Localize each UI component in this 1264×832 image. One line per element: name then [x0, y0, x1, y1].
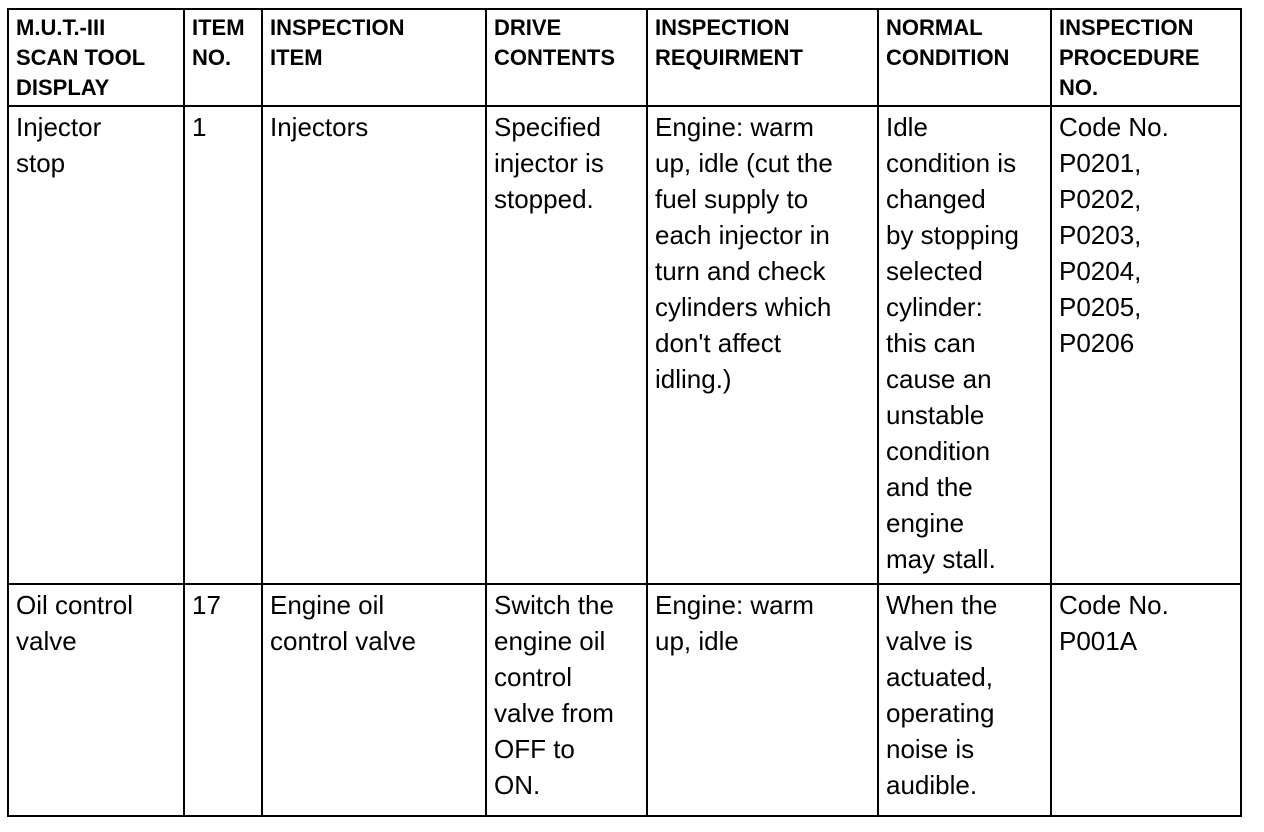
- cell-line: P0205,: [1059, 292, 1142, 322]
- cell-line: fuel supply to: [655, 184, 809, 214]
- cell-line: P0201,: [1059, 148, 1142, 178]
- header-line: INSPECTION: [1059, 15, 1194, 40]
- cell-line: by stopping: [886, 220, 1019, 250]
- cell-inspection-item: [262, 584, 486, 816]
- cell-line: idling.): [655, 364, 732, 394]
- header-line: PROCEDURE: [1059, 45, 1200, 70]
- inspection-table: [7, 8, 1242, 817]
- header-inspection-procedure-no: [1051, 9, 1241, 106]
- cell-line: up, idle: [655, 626, 739, 656]
- cell-line: condition is: [886, 148, 1017, 178]
- header-line: NO.: [1059, 75, 1099, 100]
- cell-line: up, idle (cut the: [655, 148, 833, 178]
- cell-line: stop: [16, 148, 66, 178]
- cell-line: audible.: [886, 770, 978, 800]
- header-line: M.U.T.-III: [16, 15, 106, 40]
- cell-line: Idle: [886, 112, 928, 142]
- cell-inspection-item: [262, 106, 486, 584]
- cell-line: unstable: [886, 400, 985, 430]
- cell-line: 17: [192, 590, 221, 620]
- header-line: CONTENTS: [494, 45, 615, 70]
- cell-line: operating: [886, 698, 995, 728]
- cell-line: injector is: [494, 148, 604, 178]
- cell-line: changed: [886, 184, 986, 214]
- cell-line: Code No.: [1059, 112, 1169, 142]
- cell-line: selected: [886, 256, 983, 286]
- cell-line: Switch the: [494, 590, 614, 620]
- cell-line: control valve: [270, 626, 416, 656]
- cell-normal-condition: [878, 106, 1051, 584]
- cell-scan-tool-display: [8, 584, 184, 816]
- table-row: [8, 584, 1241, 816]
- cell-line: Engine: warm: [655, 112, 814, 142]
- header-line: CONDITION: [886, 45, 1010, 70]
- cell-line: each injector in: [655, 220, 830, 250]
- cell-normal-condition: [878, 584, 1051, 816]
- cell-line: noise is: [886, 734, 975, 764]
- cell-line: control: [494, 662, 573, 692]
- cell-line: cause an: [886, 364, 992, 394]
- cell-line: and the: [886, 472, 973, 502]
- header-normal-condition: [878, 9, 1051, 106]
- cell-line: turn and check: [655, 256, 826, 286]
- cell-line: P0206: [1059, 328, 1135, 358]
- header-scan-tool-display: [8, 9, 184, 106]
- cell-line: P0202,: [1059, 184, 1142, 214]
- cell-item-no: [184, 106, 262, 584]
- header-line: ITEM: [192, 15, 245, 40]
- header-line: SCAN TOOL: [16, 45, 146, 70]
- cell-line: cylinders which: [655, 292, 832, 322]
- cell-line: actuated,: [886, 662, 993, 692]
- cell-line: may stall.: [886, 544, 996, 574]
- header-line: INSPECTION: [270, 15, 405, 40]
- header-row: [8, 9, 1241, 106]
- header-inspection-requirment: [647, 9, 878, 106]
- cell-line: ON.: [494, 770, 541, 800]
- cell-line: Injector: [16, 112, 102, 142]
- cell-line: don't affect: [655, 328, 781, 358]
- cell-line: When the: [886, 590, 998, 620]
- header-line: DRIVE: [494, 15, 562, 40]
- table-row: [8, 106, 1241, 584]
- header-item-no: [184, 9, 262, 106]
- header-line: INSPECTION: [655, 15, 790, 40]
- cell-line: condition: [886, 436, 991, 466]
- header-line: NORMAL: [886, 15, 983, 40]
- cell-line: Engine: warm: [655, 590, 814, 620]
- cell-line: cylinder:: [886, 292, 983, 322]
- cell-drive-contents: [486, 106, 647, 584]
- cell-line: P0203,: [1059, 220, 1142, 250]
- cell-line: engine: [886, 508, 965, 538]
- cell-line: stopped.: [494, 184, 594, 214]
- cell-inspection-requirment: [647, 106, 878, 584]
- cell-line: P001A: [1059, 626, 1138, 656]
- cell-line: P0204,: [1059, 256, 1142, 286]
- cell-line: Injectors: [270, 112, 369, 142]
- header-line: DISPLAY: [16, 75, 110, 100]
- cell-line: engine oil: [494, 626, 606, 656]
- cell-line: Specified: [494, 112, 601, 142]
- cell-line: 1: [192, 112, 207, 142]
- cell-inspection-procedure-no: [1051, 106, 1241, 584]
- cell-item-no: [184, 584, 262, 816]
- header-line: NO.: [192, 45, 232, 70]
- cell-inspection-requirment: [647, 584, 878, 816]
- header-inspection-item: [262, 9, 486, 106]
- cell-line: OFF to: [494, 734, 575, 764]
- header-line: ITEM: [270, 45, 323, 70]
- cell-line: Oil control: [16, 590, 134, 620]
- cell-line: Code No.: [1059, 590, 1169, 620]
- header-line: REQUIRMENT: [655, 45, 803, 70]
- cell-line: Engine oil: [270, 590, 385, 620]
- header-drive-contents: [486, 9, 647, 106]
- cell-drive-contents: [486, 584, 647, 816]
- cell-scan-tool-display: [8, 106, 184, 584]
- cell-line: valve is: [886, 626, 973, 656]
- cell-line: valve: [16, 626, 77, 656]
- cell-line: valve from: [494, 698, 614, 728]
- cell-line: this can: [886, 328, 976, 358]
- cell-inspection-procedure-no: [1051, 584, 1241, 816]
